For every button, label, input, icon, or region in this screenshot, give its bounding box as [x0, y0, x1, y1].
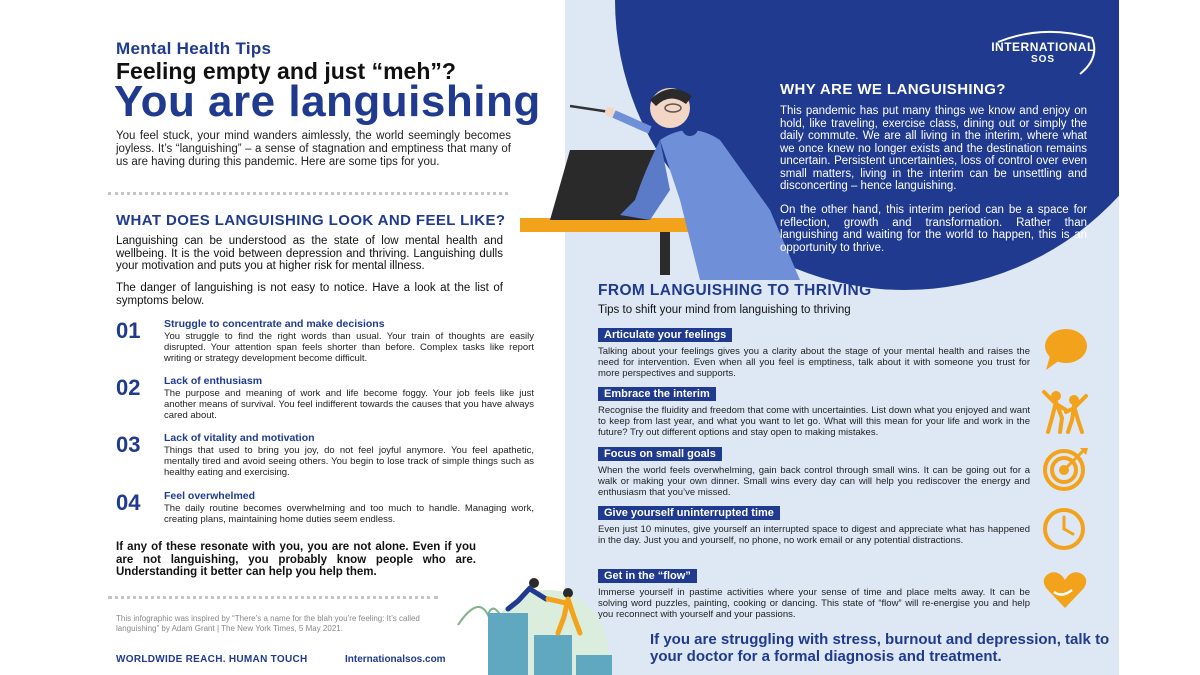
symptom-number: 04 [116, 490, 141, 515]
look-paragraph-2: The danger of languishing is not easy to notice. Have a look at the list of symptoms below. [116, 282, 503, 307]
dotted-divider [108, 596, 438, 599]
symptom-title: Lack of enthusiasm [164, 375, 263, 387]
speech-bubble-icon [1040, 326, 1090, 372]
tip-label: Embrace the interim [598, 387, 716, 401]
tip-label: Get in the “flow” [598, 569, 697, 583]
clock-icon [1040, 506, 1090, 552]
tip-item [598, 503, 1030, 546]
section-subtitle-thriving: Tips to shift your mind from languishing to thriving [598, 304, 851, 316]
symptom-item [116, 432, 534, 488]
helping-hand-illustration [448, 565, 623, 675]
section-title-why: WHY ARE WE LANGUISHING? [780, 81, 1006, 98]
tip-label: Focus on small goals [598, 447, 722, 461]
symptom-body: The purpose and meaning of work and life become foggy. Your job feels like just another means of survival. You feel indifferent towards the causes that you have always cared about. [164, 388, 534, 421]
doctor-call-to-action: If you are struggling with stress, burnout and depression, talk to your doctor for a formal diagnosis and treatment. [650, 631, 1110, 665]
symptom-number: 01 [116, 318, 141, 343]
tip-label: Articulate your feelings [598, 328, 732, 342]
logo-line-2: SOS [1030, 54, 1056, 65]
source-credit: This infographic was inspired by “There’s a name for the blah you’re feeling: It’s called languishing” by Adam Grant | The New York Times, 5 May 2021. [116, 614, 420, 633]
section-title-thriving: FROM LANGUISHING TO THRIVING [598, 282, 872, 299]
symptom-title: Struggle to concentrate and make decisions [164, 318, 385, 330]
symptom-title: Lack of vitality and motivation [164, 432, 315, 444]
target-icon [1040, 446, 1090, 492]
heart-hand-icon [1040, 568, 1090, 614]
tip-item [598, 325, 1030, 379]
main-title: You are languishing [114, 77, 541, 126]
footer-tagline: WORLDWIDE REACH. HUMAN TOUCH [116, 654, 308, 665]
logo-swoosh-icon [988, 28, 1098, 78]
symptom-number: 02 [116, 375, 141, 400]
symptom-item [116, 490, 534, 546]
tip-item [598, 566, 1030, 620]
tip-body: Even just 10 minutes, give yourself an interrupted space to digest and appreciate what has happened in the day. Just you and yourself, no phone, no work email or any potential distractions. [598, 524, 1030, 546]
international-sos-logo [988, 28, 1098, 76]
right-margin-stripe [1119, 0, 1200, 675]
tip-body: Recognise the fluidity and freedom that come with uncertainties. List down what you enjoyed and want to keep from last year, and what you want to let go. What will this mean for your life and work in the future? Try out different options and stay open to making mistakes. [598, 405, 1030, 438]
symptom-title: Feel overwhelmed [164, 490, 256, 502]
symptom-body: You struggle to find the right words than usual. Your train of thoughts are easily disrupted. Your attention span feels shorter than before. Complex tasks like report writing or strategy development become difficult. [164, 331, 534, 364]
look-paragraph-1: Languishing can be understood as the state of low mental health and wellbeing. It is the void between depression and thriving. Languishing dulls your motivation and puts you at higher risk for mental illness. [116, 235, 503, 272]
tip-item [598, 384, 1030, 438]
symptom-item [116, 375, 534, 431]
languishing-person-illustration [510, 80, 810, 280]
symptom-number: 03 [116, 432, 141, 457]
intro-paragraph: You feel stuck, your mind wanders aimlessly, the world seemingly becomes joyless. It’s “languishing” – a sense of stagnation and emptiness that many of us are having during this pandemic. Here are some tips for you. [116, 130, 511, 168]
tip-item [598, 444, 1030, 498]
dotted-divider [108, 192, 508, 195]
people-cheering-icon [1040, 388, 1090, 434]
website-link[interactable]: Internationalsos.com [345, 654, 446, 665]
why-paragraph-1: This pandemic has put many things we know and enjoy on hold, like traveling, exercise class, dining out or simply the daily commute. We are all living in the interim, where what we once knew no longer exists and the destination remains uncertain. Persistent uncertainties, loss of control over even small matters, living in the interim can be unsettling and disconcerting – hence languishing. [780, 105, 1087, 192]
tip-body: Immerse yourself in pastime activities where your sense of time and place melts away. It can be solving word puzzles, painting, cooking or dancing. This state of “flow” will re-energise you and help you reconnect with yourself and your passions. [598, 587, 1030, 620]
tip-body: Talking about your feelings gives you a clarity about the stage of your mental health and raises the need for intervention. Even when all you feel is emptiness, talk about it with someone you trust for more perspectives and supports. [598, 346, 1030, 379]
section-title-look: WHAT DOES LANGUISHING LOOK AND FEEL LIKE? [116, 212, 506, 229]
why-paragraph-2: On the other hand, this interim period can be a space for reflection, growth and transformation. Rather than languishing and waiting for the world to happen, this is an opportunity to thrive. [780, 204, 1087, 254]
symptom-body: The daily routine becomes overwhelming and too much to handle. Managing work, creating plans, maintaining home duties seem endless. [164, 503, 534, 525]
symptom-item [116, 318, 534, 374]
kicker-title: Mental Health Tips [116, 39, 272, 58]
headline: Feeling empty and just “meh”? [116, 58, 456, 84]
symptom-body: Things that used to bring you joy, do not feel joyful anymore. You feel apathetic, mentally tired and avoid seeing others. You begin to lose track of simple things such as healthy eating and exercising. [164, 445, 534, 478]
tip-body: When the world feels overwhelming, gain back control through small wins. It can be going out for a walk or making your own dinner. Small wins every day can will help you rediscover the energy and enthusiasm that you’ve missed. [598, 465, 1030, 498]
closing-paragraph: If any of these resonate with you, you are not alone. Even if you are not languishing, you probably know people who are. Understanding it better can help you help them. [116, 541, 476, 578]
tip-label: Give yourself uninterrupted time [598, 506, 780, 520]
logo-line-1: INTERNATIONAL [991, 40, 1095, 54]
